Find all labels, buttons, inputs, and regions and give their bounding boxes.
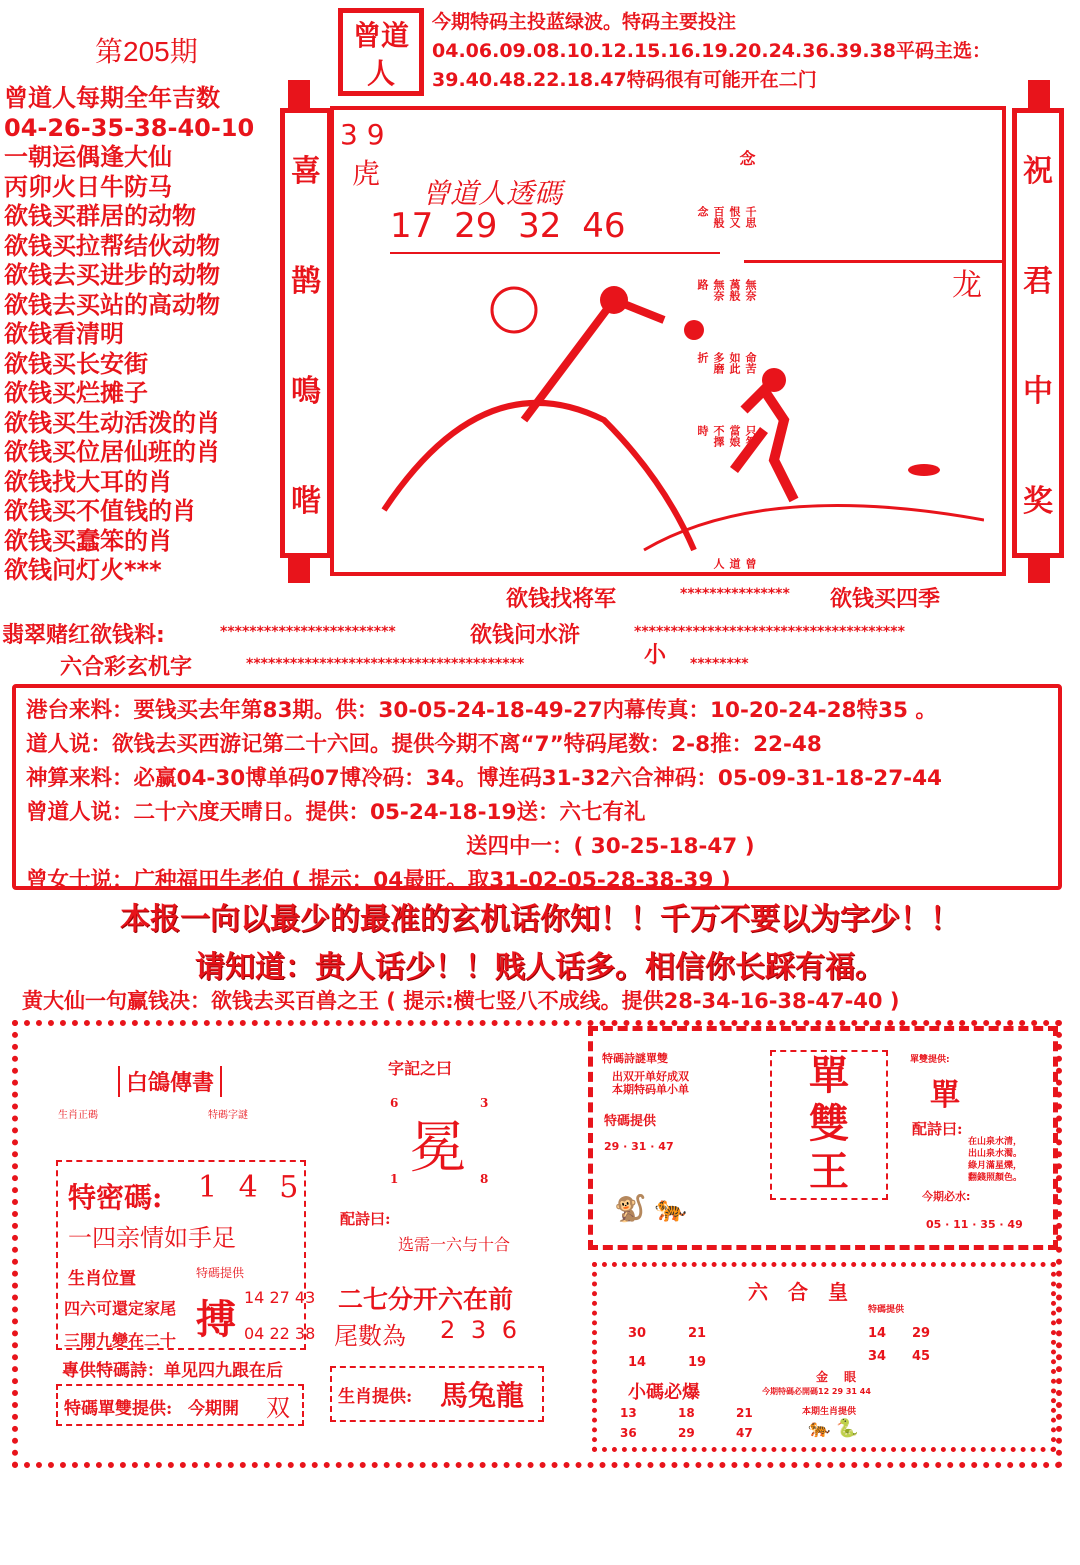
lx-char: 單 [930, 1078, 960, 1113]
num: 14 [628, 1355, 647, 1370]
left-column-line: 曾道人每期全年吉数 [4, 84, 220, 112]
logo-seal: 曾道人 [338, 8, 424, 96]
bo-label: 特碼提供 [196, 1266, 245, 1280]
left-column-line: 欲钱买群居的动物 [4, 202, 196, 230]
king-char: 王 [809, 1149, 849, 1195]
info-box [12, 684, 1062, 893]
left-column-line: 欲钱买长安街 [4, 349, 148, 378]
num: 45 [912, 1349, 931, 1364]
peishi: 配詩曰: [912, 1120, 963, 1138]
left-column-line: 欲钱去买进步的动物 [4, 261, 220, 289]
bm-num: 6 [390, 1096, 399, 1110]
corner-numbers: 3 9 [340, 118, 385, 151]
ds-line: 出双开单好成双 [612, 1070, 689, 1083]
lhh-grid [628, 1326, 748, 1370]
slogan-line: 请知道：贵人话少！！贱人话多。相信你长踩有福。 [195, 950, 885, 985]
riddle-char: 小 [644, 643, 667, 668]
small-title: 小碼必爆 [628, 1382, 700, 1403]
scroll-rod [1028, 555, 1050, 583]
num: 21 [736, 1406, 753, 1420]
scroll-char: 奖 [1023, 484, 1053, 519]
poem-line: 專供特碼詩：单见四九跟在后 [62, 1361, 283, 1381]
zod-label: 生肖提供: [338, 1387, 413, 1407]
poem-line: 只怨當娘不擇時 [696, 424, 757, 447]
bm-num: 1 [390, 1172, 399, 1186]
bm-num: 3 [480, 1096, 489, 1110]
animal-icons: 🐒 🐅 [614, 1194, 688, 1224]
small-grid [620, 1406, 786, 1440]
bm-poem-label: 配詩曰: [340, 1210, 391, 1228]
stars: ************************************* [634, 624, 905, 640]
bo-row: 04 22 38 [244, 1324, 316, 1343]
ds-label: 特碼單雙提供: [64, 1399, 173, 1419]
poem-line: 在山泉水清， [968, 1137, 1023, 1147]
num: 19 [688, 1355, 707, 1370]
info-line: 曾女士说：广种福田牛老伯 ( 提示：04最旺。取31-02-05-28-38-39 ) [26, 868, 731, 893]
right-scroll [1012, 108, 1064, 558]
left-column-line: 丙卯火日牛防马 [4, 172, 172, 201]
num: 21 [688, 1326, 707, 1341]
num: 18 [678, 1406, 695, 1420]
tm-grid [868, 1326, 952, 1364]
te-nums: 29 · 31 · 47 [604, 1140, 674, 1153]
pos-line: 三開九變在二十 [64, 1331, 177, 1350]
jin-line: 今期特碼必開碼12 29 31 44 [762, 1387, 871, 1396]
te-label: 特密碼: [68, 1181, 163, 1214]
picture-numbers: 17 29 32 46 [390, 206, 626, 246]
zodiac-right: 龙 [952, 268, 982, 303]
sx-title: 本期生肖提供 [802, 1407, 857, 1417]
info-line: 送四中一：( 30-25-18-47 ) [466, 834, 755, 859]
scroll-rod [1028, 80, 1050, 108]
scroll-char: 喜 [291, 154, 321, 189]
num: 29 [678, 1426, 695, 1440]
num: 47 [736, 1426, 753, 1440]
zod-value: 馬兔龍 [440, 1379, 525, 1412]
poem-line: 綠月滿星爍， [968, 1161, 1023, 1171]
pos-line: 四六可還定家尾 [64, 1299, 177, 1318]
jin-title: 金眼 [816, 1370, 873, 1384]
ds-title: 特碼詩謎單雙 [602, 1052, 668, 1065]
num: 13 [620, 1406, 637, 1420]
big-char: 冕 [410, 1116, 466, 1181]
lx-title: 單雙提供: [910, 1055, 950, 1065]
info-line: 港台来料：要钱买去年第83期。供：30-05-24-18-49-27内幕传真：10-20-24-28特35 。 [26, 698, 937, 723]
info-line: 道人说：欲钱去买西游记第二十六回。提供今期不离“7”特码尾数：2-8推：22-48 [26, 732, 822, 757]
left-column-line: 欲钱问灯火*** [4, 556, 162, 584]
stars: ************************ [220, 624, 396, 640]
slogan-line: 本报一向以最少的最准的玄机话你知！！千万不要以为字少！！ [120, 902, 960, 937]
scroll-rod [288, 555, 310, 583]
pos-label: 生肖位置 [68, 1269, 136, 1289]
illustration-frame [330, 106, 1006, 576]
scroll-rod [288, 80, 310, 108]
tail-value: 2 3 6 [440, 1316, 518, 1344]
bl-title: 白鴿傳書 [118, 1066, 222, 1097]
king-box [770, 1050, 888, 1200]
left-column-line: 04-26-35-38-40-10 [4, 113, 255, 142]
bl-sub: 生肖正碼 [58, 1110, 98, 1121]
bm-title: 字記之曰 [388, 1059, 453, 1078]
bm-line: 二七分开六在前 [338, 1285, 514, 1314]
info-line: 曾道人说：二十六度天晴日。提供：05-24-18-19送：六七有礼 [26, 800, 646, 825]
slogan [0, 896, 1080, 992]
br-poem [968, 1136, 1022, 1184]
poem-line: 命苦如此多磨折 [696, 351, 757, 374]
num: 30 [628, 1326, 647, 1341]
scroll-char: 君 [1023, 264, 1053, 299]
must-nums: 05 · 11 · 35 · 49 [926, 1218, 1023, 1231]
must-label: 今期必水: [922, 1190, 971, 1203]
animal-icons: 🐅 🐍 [808, 1418, 859, 1439]
riddle-label: 翡翠赌红欲钱料: [2, 623, 165, 648]
corner-zodiac: 虎 [352, 157, 381, 190]
num: 36 [620, 1426, 637, 1440]
num: 14 [868, 1326, 887, 1341]
riddle-label: 六合彩玄机字 [60, 655, 193, 680]
picture-title: 曾道人透碼 [422, 177, 563, 210]
te-title: 特碼提供 [604, 1114, 657, 1129]
left-column-line: 欲钱买位居仙班的肖 [4, 438, 220, 466]
huang-da-xian: 黄大仙一句赢钱决：欲钱去买百兽之王 ( 提示:横七竖八不成线。提供28-34-16-38-47-40 ) [22, 989, 900, 1013]
left-column-line: 欲钱买烂摊子 [4, 379, 148, 407]
scroll-char: 喈 [291, 484, 321, 519]
king-char: 單 [809, 1053, 849, 1099]
info-line: 神算来料：必赢04-30博单码07博冷码：34。博连码31-32六合神码：05-09-31-18-27-44 [26, 766, 942, 791]
poem-line: 無奈萬般無奈路 [696, 278, 757, 301]
left-column-line: 欲钱买不值钱的肖 [4, 497, 196, 525]
left-column-line: 欲钱去买站的高动物 [4, 290, 220, 319]
left-column-line: 欲钱买蠢笨的肖 [4, 526, 172, 555]
poem-line: 翻錢照顏色。 [968, 1173, 1023, 1183]
poem-author: 曾道人 [712, 557, 757, 569]
bo-row: 14 27 43 [244, 1288, 316, 1307]
ds-value: 今期開 [188, 1399, 239, 1419]
issue-number: 第205期 [95, 36, 198, 67]
ds-line: 本期特码单小单 [612, 1083, 689, 1096]
scroll-char: 鳴 [291, 374, 321, 409]
te-phrase: 一四亲情如手足 [68, 1224, 236, 1252]
bottom-panel [12, 1020, 1062, 1468]
riddle: 欲钱问水浒 [470, 623, 581, 648]
riddles [0, 580, 1080, 680]
left-column-line: 欲钱找大耳的肖 [4, 467, 172, 496]
ds-result: 双 [266, 1394, 290, 1422]
stars: *************** [680, 586, 790, 602]
bl-sub: 特碼字謎 [208, 1110, 248, 1121]
left-column [4, 84, 276, 586]
left-scroll [280, 108, 332, 558]
riddle: 欲钱找将军 [506, 587, 617, 612]
scroll-char: 鹊 [291, 264, 321, 299]
left-column-line: 欲钱看清明 [4, 320, 124, 348]
num: 29 [912, 1326, 931, 1341]
riddle: 欲钱买四季 [830, 587, 941, 612]
stars: ******** [690, 656, 749, 672]
tail-label: 尾數為 [334, 1322, 406, 1350]
scroll-char: 祝 [1023, 154, 1053, 189]
lhh-title: 六合皇 [748, 1280, 868, 1304]
bo-char: 搏 [196, 1296, 236, 1343]
ds-lines [612, 1070, 689, 1096]
king-char: 雙 [809, 1101, 849, 1147]
poem-line: 出山泉水濁。 [968, 1149, 1023, 1159]
tm-title: 特碼提供 [868, 1305, 905, 1315]
poem-end: 念 [737, 150, 756, 166]
illustration-landscape [364, 280, 984, 570]
stars: ************************************** [246, 656, 525, 672]
scroll-char: 中 [1023, 374, 1053, 409]
left-column-line: 一朝运偶逢大仙 [4, 143, 172, 171]
left-column-line: 欲钱买拉帮结伙动物 [4, 231, 220, 260]
bm-num: 8 [480, 1172, 489, 1186]
bm-poem: 选需一六与十合 [398, 1235, 511, 1254]
divider [390, 252, 720, 254]
num: 34 [868, 1349, 887, 1364]
poem-line: 千思恨又百般念 [696, 206, 757, 228]
left-column-line: 欲钱买生动活泼的肖 [4, 408, 220, 437]
top-notice: 今期特码主投蓝绿波。特码主要投注04.06.09.08.10.12.15.16.19.20.24.36.39.38平码主选：39.40.48.22.18.47特码很有可能开在二门 [432, 11, 991, 91]
te-numbers: 1 4 5 [198, 1170, 299, 1205]
